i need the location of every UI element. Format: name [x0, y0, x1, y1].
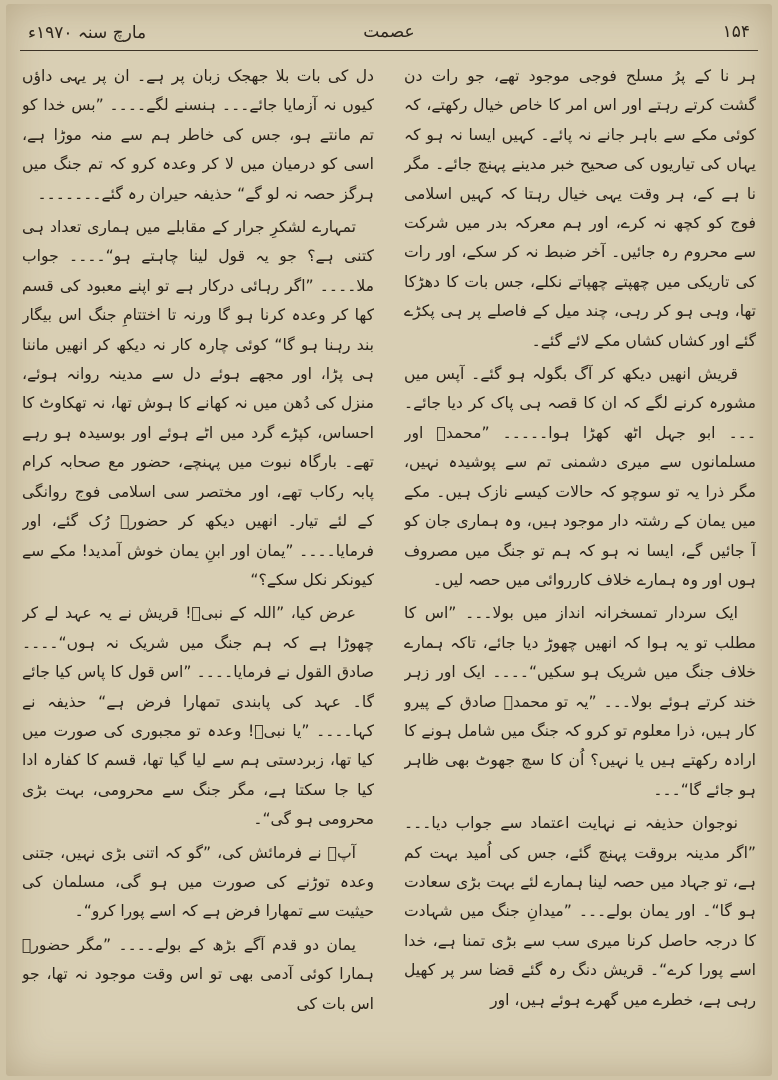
issue-date: مارچ سنہ ۱۹۷۰ء	[28, 23, 147, 43]
paragraph: ہر نا کے پرُ مسلح فوجی موجود تھے، جو رات دن گشت کرتے رہتے اور اس امر کا خاص خیال رکھتے، کہ کوئی مکے سے باہر جانے نہ پائے۔ کہیں ایسا نہ ہو کہ یہاں کی تیاریوں کی صحیح خبر مدینے پہنچ جائے۔ مگر نا ہے کے، ہر وقت یہی خیال رہتا کہ کہیں اسلامی فوج کو کچھ نہ کرے، اور ہم معرکہ بدر میں شرکت سے محروم رہ جائیں۔ آخر ضبط نہ کر سکے، اور رات کی تاریکی میں چھپتے چھپاتے نکلے، جس بات کا دھڑکا تھا، وہی ہو کر رہی، چند میل کے فاصلے پر ہی پکڑے گئے اور کشاں کشاں مکے لائے گئے۔	[404, 67, 756, 350]
paragraph: دل کی بات بلا جھجک زبان پر ہے۔ ان پر یہی داؤں کیوں نہ آزمایا جائے۔۔۔ ہنسنے لگے۔۔۔۔ ”بس خدا کو تم مانتے ہو، جس کی خاطر ہم سے منہ موڑا ہے، اسی کو درمیان میں لا کر وعدہ کرو کہ تم جنگ میں ہرگز حصہ نہ لو گے“ حذیفہ حیران رہ گئے۔۔۔۔۔۔۔	[22, 67, 374, 203]
left-column	[22, 62, 374, 1062]
paragraph: آپؐ نے فرمائش کی، ”گو کہ اتنی بڑی نہیں، جتنی وعدہ توڑنے کی صورت میں ہو گی، مسلمان کی حیثیت سے تمھارا فرض ہے کہ اسے پورا کرو“۔	[22, 843, 374, 921]
paragraph: قریش انھیں دیکھ کر آگ بگولہ ہو گئے۔ آپس میں مشورہ کرنے لگے کہ ان کا قصہ ہی پاک کر دیا جائے۔ ۔۔۔ ابو جہل اٹھ کھڑا ہوا۔۔۔۔۔ ”محمدؐ اور مسلمانوں سے میری دشمنی تم سے پوشیدہ نہیں، مگر ذرا یہ تو سوچو کہ حالات کیسے نازک ہیں۔ مکے میں یمان کے رشتہ دار موجود ہیں، وہ ہماری جان کو آ جائیں گے، ایسا نہ ہو کہ ہم تو جنگ میں مصروف ہوں اور وہ ہمارے خلاف کارروائی میں حصہ لیں۔	[404, 365, 756, 589]
paragraph: ایک سردار تمسخرانہ انداز میں بولا۔۔۔ ”اس کا مطلب تو یہ ہوا کہ انھیں چھوڑ دیا جائے، تاکہ ہمارے خلاف جنگ میں شریک ہو سکیں“۔۔۔۔ ایک اور زہر خند کرتے ہوئے بولا۔۔۔ ”یہ تو محمدؐ صادق کے پیرو کار ہیں، ذرا معلوم تو کرو کہ جنگ میں شامل ہونے کا ارادہ رکھتے ہیں یا نہیں؟ اُن کا سچ جھوٹ بھی ظاہر ہو جائے گا“۔۔۔	[404, 604, 756, 799]
document-page	[6, 4, 772, 1076]
paragraph: تمہارے لشکرِ جرار کے مقابلے میں ہماری تعداد ہی کتنی ہے؟ جو یہ قول لینا چاہتے ہو“۔۔۔۔ جواب ملا۔۔۔۔ ”اگر رہائی درکار ہے تو اپنے معبود کی قسم کھا کر وعدہ کرنا ہو گا ورنہ تا اختتامِ جنگ اس بیگار بند رہنا ہو گا“ کوئی چارہ کار نہ دیکھ کر انھیں ماننا ہی پڑا، اور مجھے ہوئے دل سے مدینہ روانہ ہوئے، منزل کی دُھن میں نہ کھانے کا ہوش تھا، نہ تھکاوٹ کا احساس، کپڑے گرد میں اٹے ہوئے اور بوسیدہ ہو رہے تھے۔ بارگاہ نبوت میں پہنچے، حضور مع صحابہ کرام پابہ رکاب تھے، اور مختصر سی اسلامی فوج روانگی کے لئے تیار۔ انھیں دیکھ کر حضورؐ رُک گئے، اور فرمایا۔۔۔۔ ”یمان اور ابنِ یمان خوش آمدید! مکے سے کیونکر نکل سکے؟“	[22, 218, 374, 589]
magazine-title: عصمت	[363, 22, 415, 42]
page-header	[20, 16, 758, 51]
paragraph: نوجوان حذیفہ نے نہایت اعتماد سے جواب دیا۔۔۔ ”اگر مدینہ بروقت پہنچ گئے، جس کی اُمید بہت کم ہے، تو جہاد میں حصہ لینا ہمارے لئے بہت بڑی سعادت ہو گا“۔ اور یمان بولے۔۔۔ ”میدانِ جنگ میں شہادت کا درجہ حاصل کرنا میری سب سے بڑی تمنا ہے، خدا اسے پورا کرے“۔ قریش دنگ رہ گئے قضا سر پر کھیل رہی ہے، خطرے میں گھرے ہوئے ہیں، اور	[404, 814, 756, 1009]
right-column	[404, 62, 756, 1062]
paragraph: عرض کیا، ”اللہ کے نبیؐ! قریش نے یہ عہد لے کر چھوڑا ہے کہ ہم جنگ میں شریک نہ ہوں“۔۔۔۔ صادق القول نے فرمایا۔۔۔۔ ”اس قول کا پاس کیا جائے گا۔ عہد کی پابندی تمھارا فرض ہے“ حذیفہ نے کہا۔۔۔۔ ”یا نبیؐ! وعدہ تو مجبوری کی صورت میں کیا تھا، زبردستی ہم سے لیا گیا تھا، قسم کا کفارہ ادا کیا جا سکتا ہے، مگر جنگ سے محرومی، بہت بڑی محرومی ہو گی“۔	[22, 604, 374, 829]
page-number: ۱۵۴	[722, 22, 750, 42]
paragraph: یمان دو قدم آگے بڑھ کے بولے۔۔۔۔ ”مگر حضورؐ ہمارا کوئی آدمی بھی تو اس وقت موجود نہ تھا، جو اس بات کی	[22, 935, 374, 1013]
